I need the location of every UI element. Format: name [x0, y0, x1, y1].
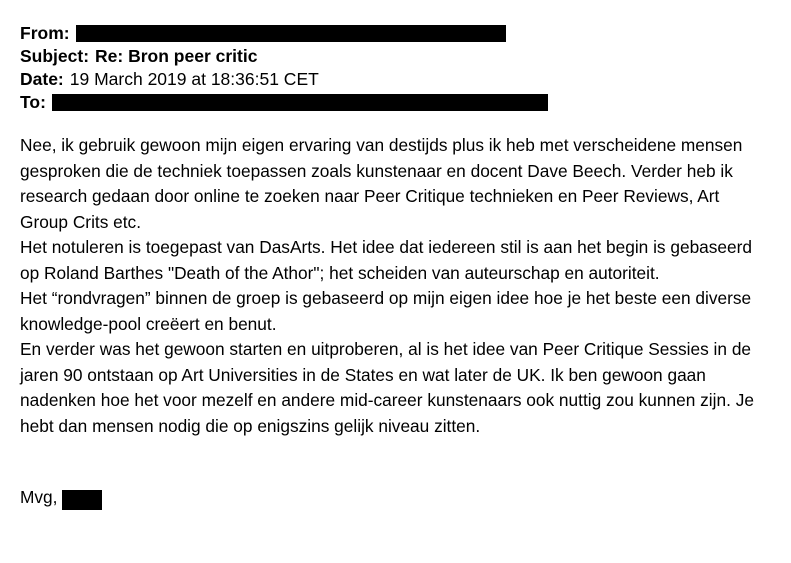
body-paragraph-2: Het notuleren is toegepast van DasArts. Het idee dat iedereen stil is aan het begin is gebaseerd op Roland Barthes "Death of the Athor"; het scheiden van auteurschap en autoriteit.	[20, 237, 753, 283]
subject-value: Re: Bron peer critic	[95, 46, 258, 66]
body-paragraph-4: En verder was het gewoon starten en uitproberen, al is het idee van Peer Critique Sessies in de jaren 90 ontstaan op Art Universities in de States en wat later de UK. Ik ben gewoon gaan nadenken hoe het voor mezelf en andere mid-career kunstenaars ook nuttig zou kunnen zijn. Je hebt dan mensen nodig die op enigszins gelijk niveau zitten.	[20, 339, 754, 436]
to-redaction-block	[52, 94, 548, 111]
signature-text: Mvg,	[20, 487, 58, 507]
date-value: 19 March 2019 at 18:36:51 CET	[69, 69, 319, 89]
to-label: To:	[20, 92, 46, 112]
header-row-date	[20, 68, 771, 90]
header-row-from	[20, 22, 771, 44]
email-signature	[20, 485, 771, 511]
subject-label: Subject:	[20, 46, 90, 66]
email-body	[20, 133, 765, 439]
body-paragraph-1: Nee, ik gebruik gewoon mijn eigen ervaring van destijds plus ik heb met verscheidene mensen gesproken die de techniek toepassen zoals kunstenaar en docent Dave Beech. Verder heb ik research gedaan door online te zoeken naar Peer Critique technieken en Peer Reviews, Art Group Crits etc.	[20, 135, 743, 232]
date-label: Date:	[20, 69, 64, 89]
header-row-to	[20, 91, 771, 113]
email-headers	[20, 22, 771, 113]
header-row-subject	[20, 45, 771, 67]
from-redaction-block	[76, 25, 506, 42]
from-label: From:	[20, 23, 70, 43]
body-paragraph-3: Het “rondvragen” binnen de groep is gebaseerd op mijn eigen idee hoe je het beste een diverse knowledge-pool creëert en benut.	[20, 288, 752, 334]
signature-redaction-block	[62, 490, 102, 510]
